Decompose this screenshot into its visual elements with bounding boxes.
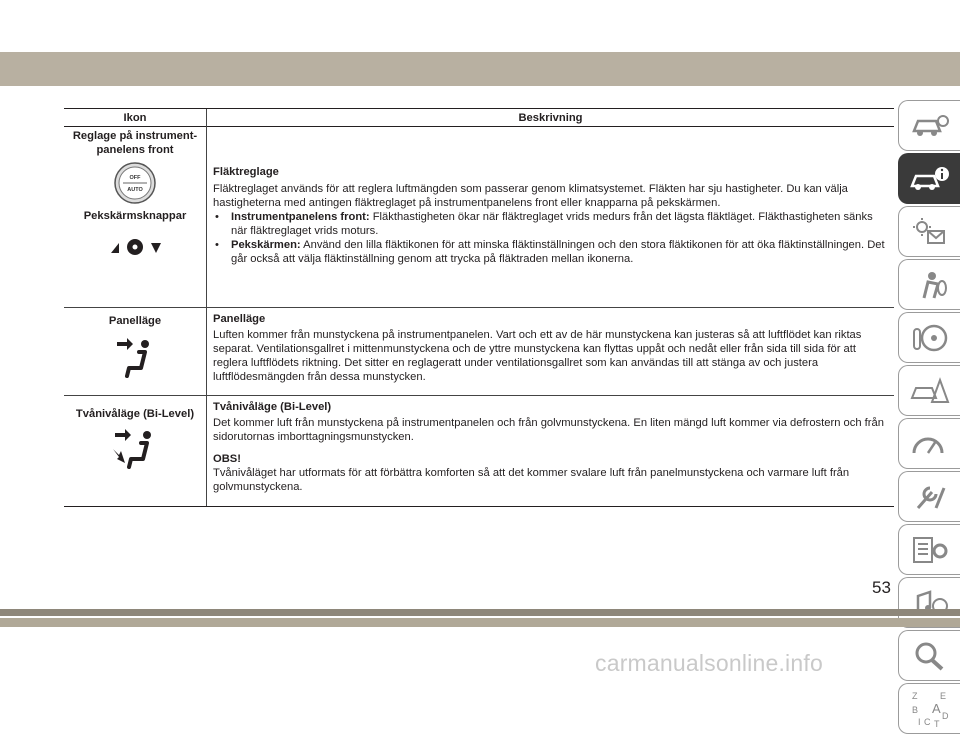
panel-title: Panelläge bbox=[213, 313, 266, 325]
car-dashboard-icon[interactable] bbox=[898, 100, 960, 151]
fan-title: Fläktreglage bbox=[213, 166, 279, 178]
warning-lights-icon[interactable] bbox=[898, 206, 960, 257]
index-letter-b: B bbox=[911, 704, 918, 715]
panel-icon-cell bbox=[64, 308, 207, 395]
index-letter-z: Z bbox=[911, 690, 917, 701]
table-header bbox=[64, 109, 894, 127]
fan-icon-label: Reglage på instrument- panelens front bbox=[72, 130, 198, 156]
airbag-seat-icon[interactable] bbox=[898, 259, 960, 310]
bilevel-icon-cell bbox=[64, 396, 207, 506]
chapter-tabs bbox=[898, 100, 960, 736]
bottom-band-light bbox=[0, 618, 960, 627]
list-item: • Instrumentpanelens front: Fläkthastigheten ökar när fläktreglaget vrids medurs från det lägsta fläktläget. Fläkthastigheten sänks när fläktreglaget vrids moturs. bbox=[213, 210, 888, 238]
panel-body: Luften kommer från munstyckena på instrumentpanelen. Vart och ett av de här munstyckena kan justeras så att luftflödet kan riktas separat. Ventilationsgallret i mittenmunstyckena och de yttre munstyckena kan flyttas uppåt och nedåt eller från sida till sida för att reglera luftflödets riktning. Det sitter en reglageratt under ventilationsgallret som kan användas till att stänga av och justera luftflödesmängden från dessa munstycken. bbox=[213, 329, 862, 383]
touchscreen-label: Pekskärmsknappar bbox=[83, 210, 187, 222]
header-description: Beskrivning bbox=[518, 111, 583, 124]
bottom-band bbox=[0, 609, 960, 616]
bilevel-title: Tvånivåläge (Bi-Level) bbox=[213, 401, 332, 413]
page-number: 53 bbox=[872, 578, 891, 597]
panel-mode-icon bbox=[115, 334, 155, 380]
knob-auto-text: AUTO bbox=[127, 187, 143, 193]
car-info-icon[interactable] bbox=[898, 153, 960, 204]
fan-body: Fläktreglaget används för att reglera luftmängden som passerar genom klimatsystemet. Fläkten har sju hastigheter. Du kan välja hastigheterna med antingen fläktreglaget på instrumentpanelens front eller knapparna på pekskärmen. bbox=[213, 183, 848, 209]
note-body: Tvånivåläget har utformats för att förbättra komforten så att det kommer svalare luft från panelmunstyckena och varmare luft från golvmunstyckena. bbox=[213, 467, 850, 493]
list-item: • Pekskärmen: Använd den lilla fläktikonen för att minska fläktinställningen och den stora fläktikonen för att öka fläktinställningen. Det går också att välja fläktinställning genom att trycka på fläktraden mellan ikonerna. bbox=[213, 238, 888, 266]
index-letter-d: D bbox=[941, 710, 948, 721]
search-icon[interactable] bbox=[898, 630, 960, 681]
note-title: OBS! bbox=[213, 453, 241, 465]
index-letters-icon[interactable] bbox=[898, 683, 960, 734]
table-row-panel bbox=[64, 308, 894, 396]
fan-bullets bbox=[213, 210, 888, 266]
table-row-fan bbox=[64, 127, 894, 308]
knob-off-text: OFF bbox=[129, 175, 141, 181]
bilevel-description bbox=[207, 396, 894, 506]
table-row-bilevel bbox=[64, 396, 894, 506]
fan-knob-icon bbox=[113, 161, 157, 205]
watermark: carmanualsonline.info bbox=[595, 650, 823, 676]
panel-description bbox=[207, 308, 894, 395]
bilevel-body: Det kommer luft från munstyckena på instrumentpanelen och från golvmunstyckena. En liten mängd luft kommer via defrostern och från sidorutornas imborttagningsmunstycken. bbox=[213, 417, 884, 443]
bilevel-icon-label: Tvånivåläge (Bi-Level) bbox=[75, 408, 195, 420]
index-letter-e: E bbox=[939, 690, 946, 701]
fan-speed-icon bbox=[107, 237, 163, 257]
index-letter-t: T bbox=[933, 718, 939, 729]
list-gear-icon[interactable] bbox=[898, 524, 960, 575]
bilevel-mode-icon bbox=[111, 427, 159, 473]
panel-icon-label: Panelläge bbox=[108, 315, 162, 327]
index-letter-a: A bbox=[931, 700, 941, 716]
top-band bbox=[0, 52, 960, 86]
fan-description bbox=[207, 127, 894, 307]
index-letter-c: C bbox=[923, 716, 930, 727]
index-letter-i: I bbox=[917, 716, 921, 727]
fan-icon-cell bbox=[64, 127, 207, 307]
hazard-triangle-icon[interactable] bbox=[898, 365, 960, 416]
gauge-icon[interactable] bbox=[898, 418, 960, 469]
climate-table bbox=[64, 108, 894, 507]
header-icon: Ikon bbox=[64, 109, 207, 127]
steering-wheel-icon[interactable] bbox=[898, 312, 960, 363]
wrench-icon[interactable] bbox=[898, 471, 960, 522]
